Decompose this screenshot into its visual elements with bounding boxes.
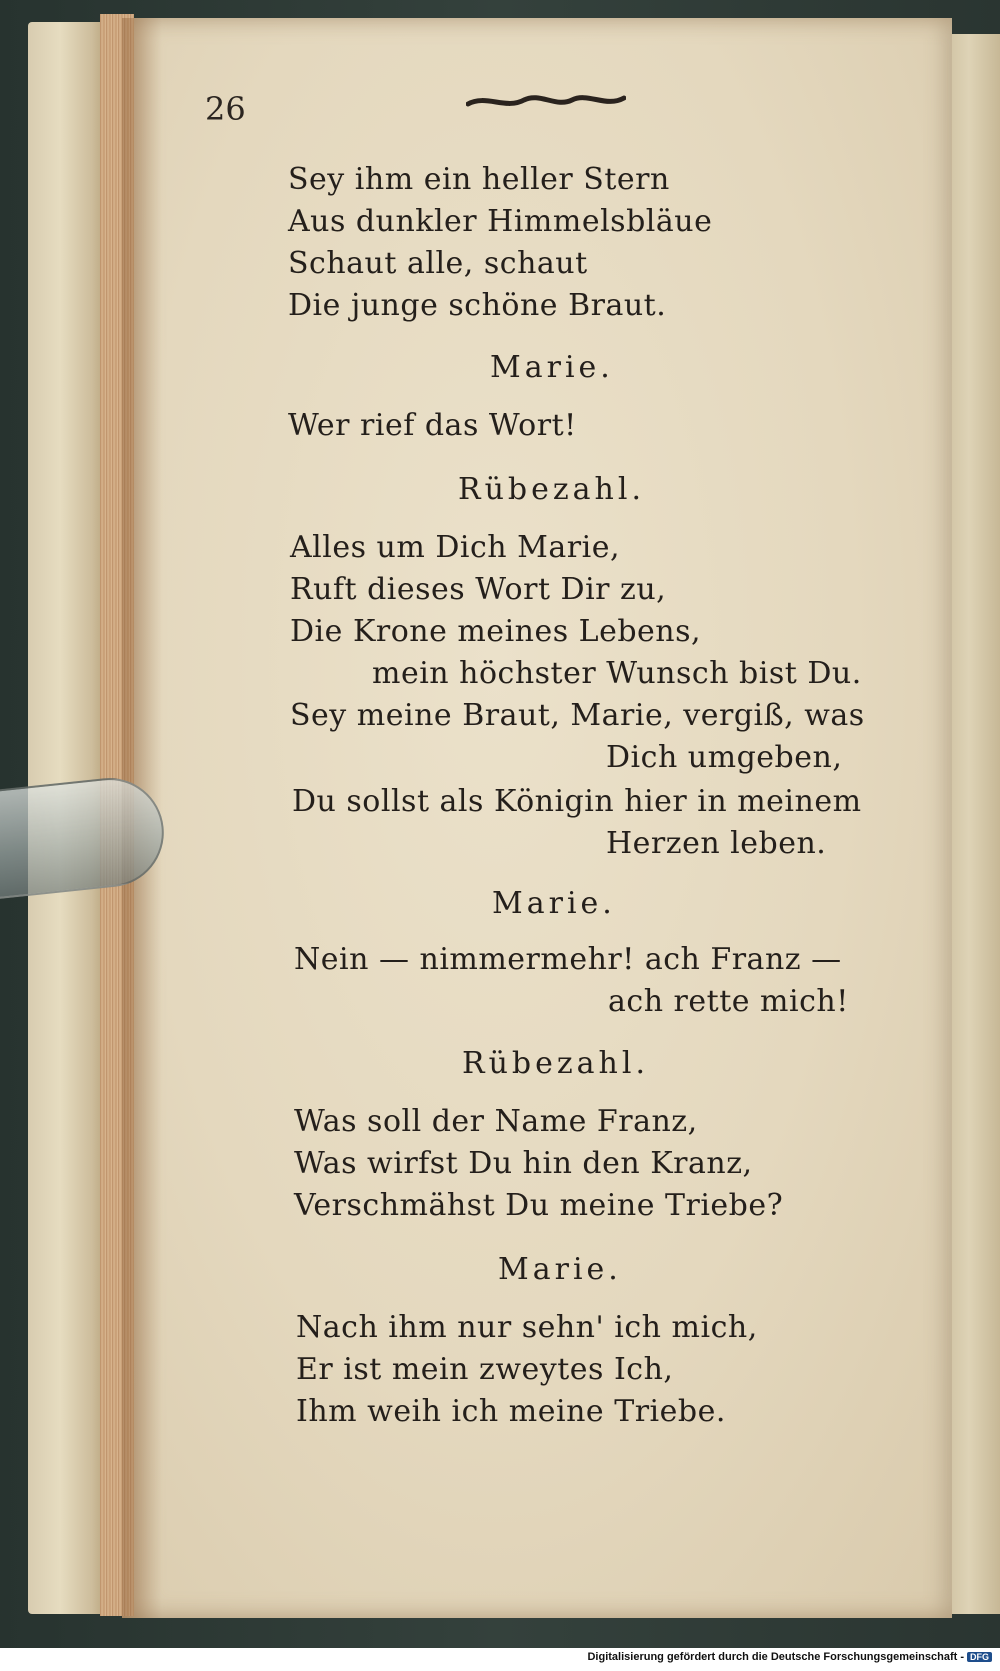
dfg-logo: DFG [967, 1652, 992, 1662]
verse-line: Ihm weih ich meine Triebe. [296, 1394, 726, 1429]
digitization-credit [585, 1650, 994, 1664]
verse-line: Ruft dieses Wort Dir zu, [290, 572, 667, 607]
verse-line: Die junge schöne Braut. [288, 288, 667, 323]
verse-line: Schaut alle, schaut [288, 246, 588, 281]
verse-line: Dich umgeben, [606, 740, 843, 775]
verse-line: Was soll der Name Franz, [294, 1104, 698, 1139]
verse-line: Nach ihm nur sehn' ich mich, [296, 1310, 758, 1345]
verse-line: Alles um Dich Marie, [290, 530, 620, 565]
verse-line: mein höchster Wunsch bist Du. [372, 656, 862, 691]
verse-line: Aus dunkler Himmelsbläue [288, 204, 713, 239]
speaker-name: Rübezahl. [462, 1046, 650, 1081]
speaker-name: Marie. [498, 1252, 622, 1287]
verse-line: ach rette mich! [608, 984, 849, 1019]
verse-line: Sey ihm ein heller Stern [288, 162, 670, 197]
verse-line: Wer rief das Wort! [288, 408, 577, 443]
speaker-name: Marie. [490, 350, 614, 385]
ornament-rule [466, 92, 626, 112]
verse-line: Herzen leben. [606, 826, 827, 861]
credit-text: Digitalisierung gefördert durch die Deutsche Forschungsgemeinschaft - [587, 1651, 964, 1663]
verse-line: Was wirfst Du hin den Kranz, [294, 1146, 753, 1181]
verse-line: Sey meine Braut, Marie, vergiß, was [290, 698, 865, 733]
page-number: 26 [205, 90, 246, 128]
verse-line: Die Krone meines Lebens, [290, 614, 702, 649]
verse-line: Er ist mein zweytes Ich, [296, 1352, 674, 1387]
speaker-name: Rübezahl. [458, 472, 646, 507]
verse-line: Du sollst als Königin hier in meinem [292, 784, 862, 819]
verse-line: Nein — nimmermehr! ach Franz — [294, 942, 842, 977]
speaker-name: Marie. [492, 886, 616, 921]
verse-line: Verschmähst Du meine Triebe? [294, 1188, 784, 1223]
